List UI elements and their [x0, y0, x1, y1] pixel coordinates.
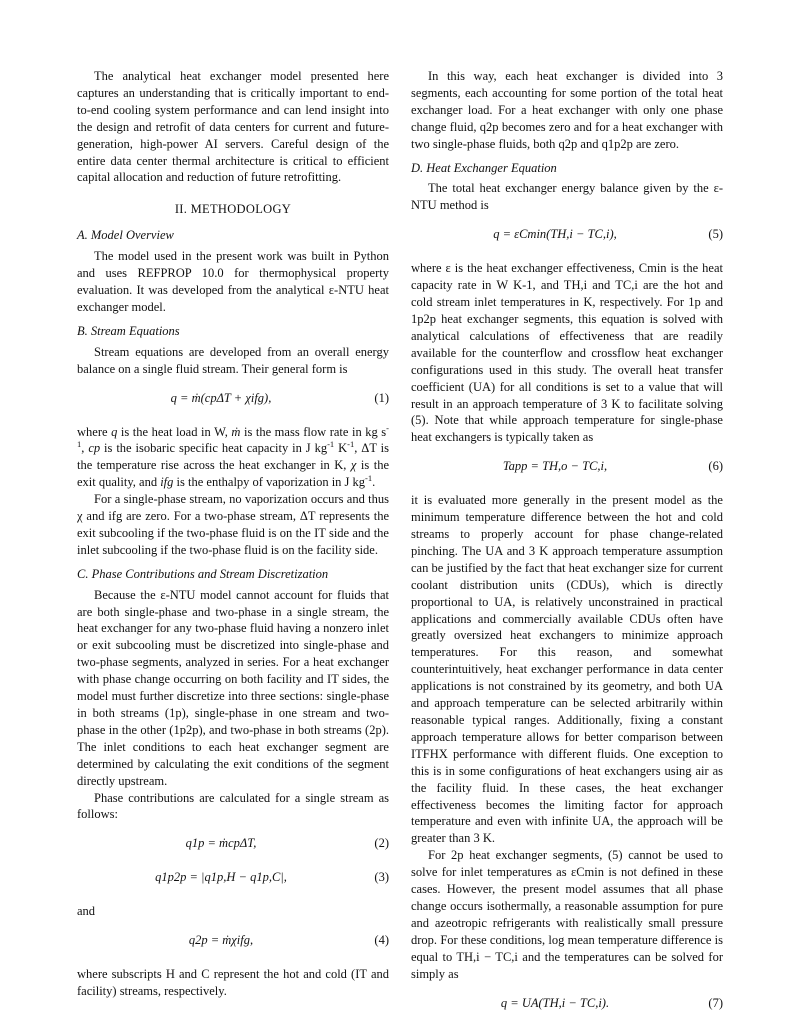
energy-balance-paragraph: The total heat exchanger energy balance given by the ε-NTU method is: [411, 181, 723, 213]
section-title: II. METHODOLOGY: [174, 202, 292, 217]
subsection-c-heading: C. Phase Contributions and Stream Discretization: [77, 566, 329, 581]
approach-paragraph: it is evaluated more generally in the present model as the minimum temperature difference between the hot and cold streams to properly account for phase change-related pinching. The UA and 3 K approach temperature assumption can be justified by the fact that heat exchanger size for current coolant distribution units (CDUs), which is directly proportional to UA, is relatively unconstrained in practical applications and commercially available CDUs often have greatly oversized heat exchangers to minimize approach temperatures. For this reason, and somewhat counterintuitively, heat exchanger performance in data center applications is not constrained by its geometry, and both UA and approach temperature can be selected arbitrarily within reasonable typical ranges. Additionally, fixing a constant approach temperature allows for better comparison between ITFHX performance with different fluids. One exception to this is in some configurations of heat exchangers using air as the facility fluid. In these cases, the heat exchanger effectiveness becomes the limiting factor for approach temperature and even with infinite UA, the approach will be greater than 3 K.: [411, 493, 723, 846]
stream-intro-paragraph: Stream equations are developed from an overall energy balance on a single fluid stream. Their general form is: [77, 344, 389, 376]
intro-paragraph: The analytical heat exchanger model presented here captures an understanding that is critically important to end-to-end cooling system performance and can lend insight into the design and retrofit of data centers for current and future-generation, high-power AI servers. Careful design of the entire data center thermal architecture is critical to efficient capital allocation and reduction of future retrofitting.: [77, 69, 389, 185]
discretization-paragraph: Because the ε-NTU model cannot account for fluids that are both single-phase and two-phase in a single stream, the heat exchanger for any two-phase fluid having a nonzero inlet or exit subcooling must be discretized into single-phase and two-phase segments, analyzed in series. For a heat exchanger with phase change occurring on both facility and IT sides, the model must further discretize into three sections: single-phase in both streams (1p), single-phase in one stream and two-phase in the other (1p2p), and two-phase in both streams (2p). The inlet conditions to each heat exchanger segment are determined by calculating the exit conditions of the segment directly upstream.: [77, 587, 389, 788]
equation-7: [411, 995, 723, 1017]
equation-1: [77, 390, 389, 412]
equation-5: [411, 226, 723, 248]
subsection-b-heading: B. Stream Equations: [77, 323, 180, 338]
single-phase-paragraph: For a single-phase stream, no vaporization occurs and thus χ and ifg are zero. For a two-phase stream, ΔT represents the exit subcooling if the two-phase fluid is on the IT side and the inlet subcooling if the two-phase fluid is on the facility side.: [77, 492, 389, 557]
equation-4: [77, 932, 389, 954]
subscripts-paragraph: where subscripts H and C represent the hot and cold (IT and facility) streams, respectively.: [77, 967, 389, 999]
equation-7-body: q = UA(TH,i − TC,i).: [500, 995, 610, 1010]
phase-contributions-paragraph: Phase contributions are calculated for a single stream as follows:: [77, 790, 389, 822]
subsection-d-heading: D. Heat Exchanger Equation: [411, 160, 557, 175]
subsection-a-heading: A. Model Overview: [77, 228, 174, 243]
equation-6-number: (6): [708, 459, 723, 474]
model-overview-paragraph: The model used in the present work was built in Python and uses REFPROP 10.0 for thermophysical property evaluation. It was developed from the analytical ε-NTU heat exchanger model.: [77, 249, 389, 314]
equation-4-body: q2p = ṁχifg,: [188, 933, 254, 948]
equation-5-number: (5): [708, 227, 723, 242]
equation-1-number: (1): [374, 390, 389, 405]
equation-4-number: (4): [374, 933, 389, 948]
equation-6-body: Tapp = TH,o − TC,i,: [502, 459, 608, 474]
equation-7-number: (7): [708, 995, 723, 1010]
equation-2-body: q1p = ṁcpΔT,: [185, 836, 257, 851]
equation-1-body: q = ṁ(cpΔT + χifg),: [170, 390, 272, 405]
effectiveness-paragraph: where ε is the heat exchanger effectiveness, Cmin is the heat capacity rate in W K-1, and TH,i and TC,i are the hot and cold stream inlet temperatures in K, respectively. For 1p and 1p2p heat exchanger segments, this equation is solved with analytical calculations of effectiveness that are readily available for the counterflow and crossflow heat exchanger configurations used in this study. The overall heat transfer coefficient (UA) for all conditions is set to a value that will result in an approach temperature of 3 K to facilitate solving (5). Note that while approach temperature for single-phase heat exchangers is typically taken as: [411, 261, 723, 445]
equation-3-number: (3): [374, 870, 389, 885]
and-text: and: [77, 904, 96, 919]
left-column: [77, 68, 389, 1000]
right-column: [411, 68, 723, 1029]
equation-5-body: q = εCmin(TH,i − TC,i),: [493, 227, 617, 242]
two-phase-paragraph: For 2p heat exchanger segments, (5) cannot be used to solve for inlet temperatures as εCmin is not defined in these cases. However, the present model assumes that all phase change occurs isothermally, a reasonable assumption for pure and azeotropic refrigerants with realistically small pressure drop. For these conditions, log mean temperature difference is equal to TH,i − TC,i and the temperatures can be solved for simply as: [411, 848, 723, 981]
equation-3-body: q1p2p = |q1p,H − q1p,C|,: [155, 870, 287, 885]
equation-2-number: (2): [374, 836, 389, 851]
equation-3: [77, 869, 389, 891]
where-1-paragraph: where q is the heat load in W, ṁ is the mass flow rate in kg $s^{-1}$, cp is the isobaric specific heat capacity in J $kg^{-1}$ $K^{-1}$, ΔT is the temperature rise across the heat exchanger in K, χ is the exit quality, and ifg is the enthalpy of vaporization in J $kg^{-1}$.: [77, 422, 390, 490]
segments-paragraph: In this way, each heat exchanger is divided into 3 segments, each accounting for some portion of the total heat exchanger load. For a heat exchanger with only one phase change fluid, q2p becomes zero and for a heat exchanger with two single-phase fluids, both q2p and q1p2p are zero.: [411, 69, 723, 151]
equation-6: [411, 458, 723, 480]
equation-2: [77, 835, 389, 857]
